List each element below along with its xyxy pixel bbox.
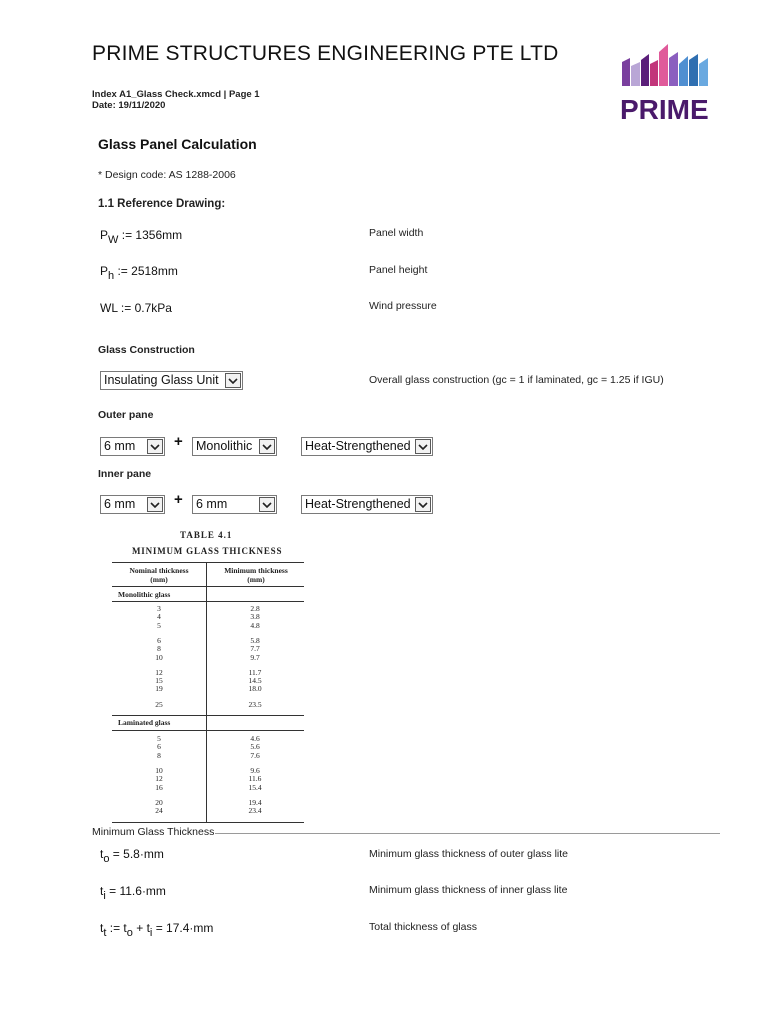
table-cell-nominal: 16 — [155, 782, 163, 792]
input-wind-pressure[interactable]: WL := 0.7kPa — [100, 301, 172, 315]
result-tt[interactable]: $t_t$ := $t_o + t_i = 17.4\cdot mm$ — [100, 921, 214, 939]
chevron-down-icon[interactable] — [415, 439, 431, 454]
table-cell-nominal: 10 — [155, 652, 163, 662]
table-cell-minimum: 18.0 — [248, 684, 262, 694]
outer-pane-label: Outer pane — [98, 409, 154, 421]
table-cell-nominal: 12 — [155, 667, 163, 677]
table-subcaption: MINIMUM GLASS THICKNESS — [132, 546, 283, 556]
chevron-down-icon[interactable] — [147, 497, 163, 512]
page-title: Glass Panel Calculation — [98, 136, 257, 152]
prime-logo-icon — [616, 42, 712, 122]
result-ti[interactable]: $t_i = 11.6\cdot mm$ — [100, 884, 166, 902]
desc-wind-pressure: Wind pressure — [369, 300, 437, 312]
table-cell-minimum: 9.7 — [250, 652, 260, 662]
glass-construction-desc: Overall glass construction (gc = 1 if laminated, gc = 1.25 if IGU) — [369, 374, 664, 386]
table-cell-minimum: 5.8 — [250, 635, 260, 645]
table-cell-minimum: 14.5 — [248, 676, 262, 686]
chevron-down-icon[interactable] — [415, 497, 431, 512]
inner-treatment-value: Heat-Strengthened — [305, 497, 411, 511]
table-col-nominal: Nominal thickness (mm) — [129, 566, 189, 584]
table-cell-nominal: 10 — [155, 765, 163, 775]
logo-text: PRIME — [620, 94, 709, 122]
desc-ti: Minimum glass thickness of inner glass lite — [369, 884, 568, 896]
table-cell-nominal: 8 — [157, 644, 161, 654]
file-index-line: Index A1_Glass Check.xmcd | Page 1 — [92, 89, 260, 100]
plus-sign: + — [174, 491, 183, 508]
table-cell-minimum: 23.5 — [248, 699, 262, 709]
inner-treatment-select[interactable] — [301, 495, 433, 514]
min-glass-thickness-table — [110, 528, 306, 824]
chevron-down-icon[interactable] — [259, 497, 275, 512]
table-cell-minimum: 19.4 — [248, 797, 262, 807]
inner-thickness-value: 6 mm — [104, 497, 136, 511]
table-cell-nominal: 20 — [155, 797, 163, 807]
glass-construction-value: Insulating Glass Unit — [104, 373, 219, 387]
table-cell-nominal: 3 — [157, 604, 161, 613]
min-thickness-section-rule — [92, 826, 720, 838]
inner-type-select[interactable] — [192, 495, 277, 514]
table-cell-minimum: 2.8 — [250, 604, 260, 613]
desc-to: Minimum glass thickness of outer glass lite — [369, 848, 568, 860]
glass-construction-select[interactable] — [100, 371, 243, 390]
table-section-monolithic: Monolithic glass — [118, 590, 171, 599]
table-cell-nominal: 19 — [155, 684, 163, 694]
glass-construction-label: Glass Construction — [98, 344, 195, 356]
chevron-down-icon[interactable] — [225, 373, 241, 388]
outer-thickness-select[interactable] — [100, 437, 165, 456]
table-cell-nominal: 4 — [157, 612, 161, 622]
inner-thickness-select[interactable] — [100, 495, 165, 514]
chevron-down-icon[interactable] — [259, 439, 275, 454]
table-cell-minimum: 11.7 — [248, 667, 262, 677]
table-cell-minimum: 7.7 — [250, 644, 260, 654]
outer-treatment-value: Heat-Strengthened — [305, 439, 411, 453]
reference-heading: 1.1 Reference Drawing: — [98, 198, 226, 210]
table-cell-minimum: 5.6 — [250, 742, 260, 752]
desc-tt: Total thickness of glass — [369, 921, 477, 933]
table-cell-minimum: 9.6 — [250, 765, 260, 775]
table-cell-minimum: 23.4 — [248, 806, 262, 816]
table-cell-minimum: 15.4 — [248, 782, 262, 792]
table-cell-nominal: 5 — [157, 734, 161, 743]
table-cell-nominal: 6 — [157, 635, 161, 645]
prime-logo — [616, 42, 712, 122]
outer-treatment-select[interactable] — [301, 437, 433, 456]
desc-panel-height: Panel height — [369, 264, 428, 276]
plus-sign: + — [174, 433, 183, 450]
company-name: PRIME STRUCTURES ENGINEERING PTE LTD — [92, 42, 559, 65]
table-cell-minimum: 7.6 — [250, 750, 260, 760]
input-panel-width[interactable]: $P_W$ := 1356mm — [100, 228, 183, 246]
table-cell-minimum: 4.6 — [250, 734, 260, 743]
table-caption: TABLE 4.1 — [180, 530, 233, 540]
table-cell-nominal: 15 — [155, 676, 163, 686]
table-cell-nominal: 6 — [157, 742, 161, 752]
design-code: * Design code: AS 1288-2006 — [98, 169, 236, 181]
table-col-minimum: Minimum thickness (mm) — [224, 566, 288, 584]
table-section-laminated: Laminated glass — [118, 718, 171, 727]
table-cell-nominal: 25 — [155, 699, 163, 709]
min-thickness-section-label: Minimum Glass Thickness — [92, 826, 215, 838]
outer-type-value: Monolithic — [196, 439, 253, 453]
desc-panel-width: Panel width — [369, 227, 424, 239]
date-line: Date: 19/11/2020 — [92, 100, 166, 111]
table-cell-nominal: 5 — [157, 620, 161, 630]
table-cell-minimum: 3.8 — [250, 612, 260, 622]
outer-type-select[interactable] — [192, 437, 277, 456]
inner-pane-label: Inner pane — [98, 468, 152, 480]
table-cell-nominal: 24 — [155, 806, 163, 816]
table-cell-minimum: 11.6 — [248, 774, 262, 784]
table-cell-nominal: 8 — [157, 750, 161, 760]
chevron-down-icon[interactable] — [147, 439, 163, 454]
inner-type-value: 6 mm — [196, 497, 228, 511]
table-cell-nominal: 12 — [155, 774, 163, 784]
result-to[interactable]: $t_o = 5.8\cdot mm$ — [100, 847, 164, 865]
table-cell-minimum: 4.8 — [250, 620, 260, 630]
input-panel-height[interactable]: $P_h$ := 2518mm — [100, 264, 178, 282]
outer-thickness-value: 6 mm — [104, 439, 136, 453]
